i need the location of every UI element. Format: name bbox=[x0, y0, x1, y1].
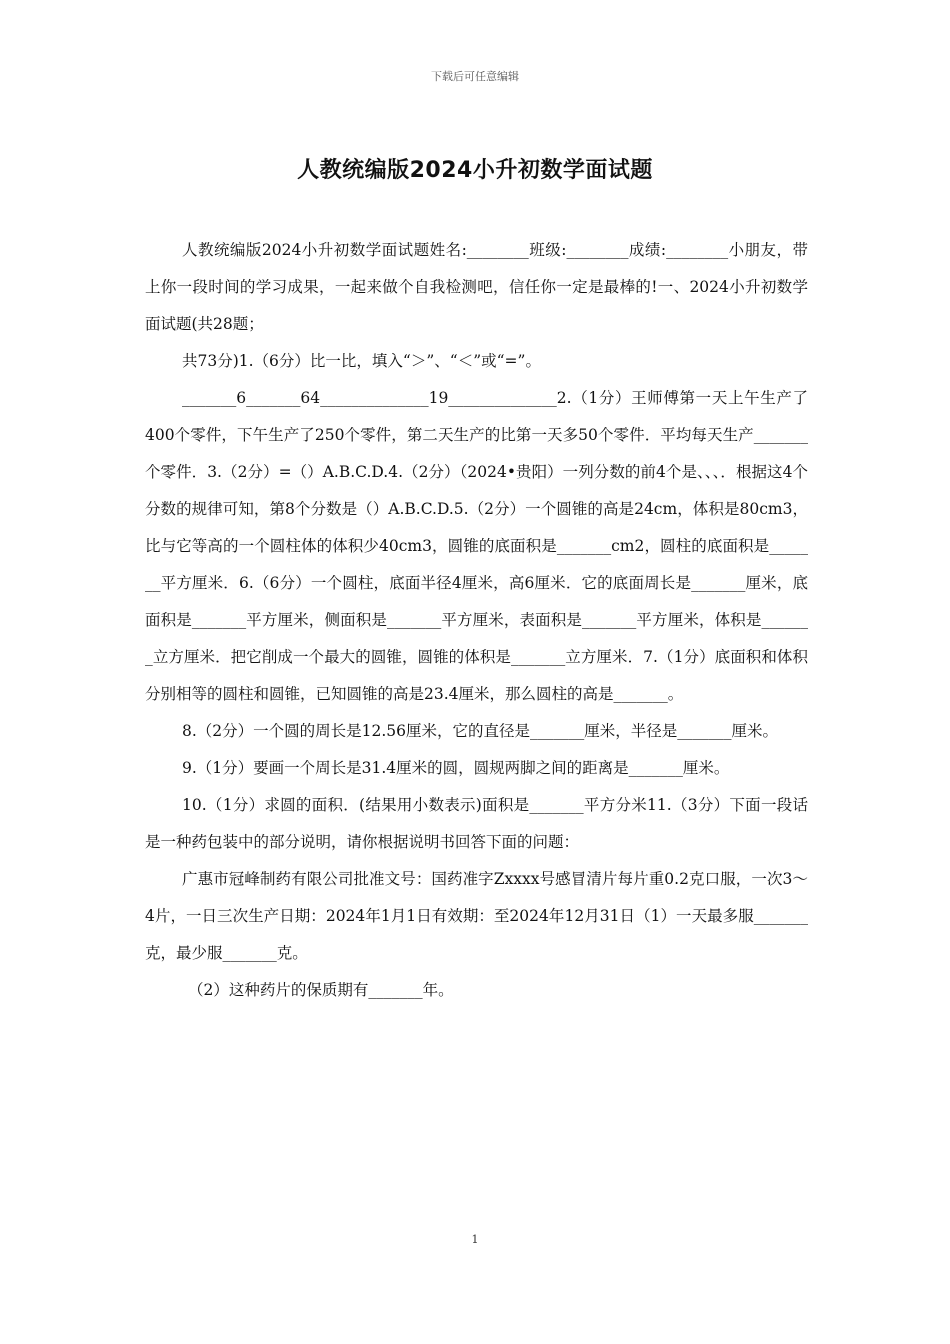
paragraph-8: （2）这种药片的保质期有_______年。 bbox=[188, 981, 454, 999]
paragraph-7: 广惠市冠峰制药有限公司批准文号：国药准字Zxxxx号感冒清片每片重0.2克口服，一次3～4片，一日三次生产日期：2024年1月1日有效期：至2024年12月31日（1）一天最多服_______克，最少服_______克。 bbox=[145, 870, 808, 962]
paragraph-2: 共73分)1.（6分）比一比，填入“＞”、“＜”或“=”。 bbox=[182, 352, 541, 370]
page-number: 1 bbox=[471, 1233, 479, 1246]
document-title: 人教统编版2024小升初数学面试题 bbox=[297, 158, 653, 183]
paragraph-5: 9.（1分）要画一个周长是31.4厘米的圆，圆规两脚之间的距离是_______厘米。 bbox=[182, 759, 730, 777]
page-header: 下载后可任意编辑 bbox=[431, 70, 519, 83]
document-body bbox=[145, 232, 808, 1009]
paragraph-6: 10.（1分）求圆的面积．(结果用小数表示)面积是_______平方分米11.（3分）下面一段话是一种药包装中的部分说明，请你根据说明书回答下面的问题： bbox=[145, 796, 808, 851]
paragraph-3: _______6_______64______________19______________2.（1分）王师傅第一天上午生产了400个零件，下午生产了250个零件，第二天生产的比第一天多50个零件．平均每天生产_______个零件．3.（2分）=（）A.B.C.D.4.（2分）（2024•贵阳）一列分数的前4个是、、、．根据这4个分数的规律可知，第8个分数是（）A.B.C.D.5.（2分）一个圆锥的高是24cm，体积是80cm3，比与它等高的一个圆柱体的体积少40cm3，圆锥的底面积是_______cm2，圆柱的底面积是_______平方厘米．6.（6分）一个圆柱，底面半径4厘米，高6厘米．它的底面周长是_______厘米，底面积是_______平方厘米，侧面积是_______平方厘米，表面积是_______平方厘米，体积是_______立方厘米．把它削成一个最大的圆锥，圆锥的体积是_______立方厘米．7.（1分）底面积和体积分别相等的圆柱和圆锥，已知圆锥的高是23.4厘米，那么圆柱的高是_______。 bbox=[145, 389, 808, 703]
paragraph-4: 8.（2分）一个圆的周长是12.56厘米，它的直径是_______厘米，半径是_______厘米。 bbox=[182, 722, 779, 740]
paragraph-1: 人教统编版2024小升初数学面试题姓名:________班级:________成绩:________小朋友，带上你一段时间的学习成果，一起来做个自我检测吧，信任你一定是最棒的!一、2024小升初数学面试题(共28题； bbox=[145, 241, 808, 333]
